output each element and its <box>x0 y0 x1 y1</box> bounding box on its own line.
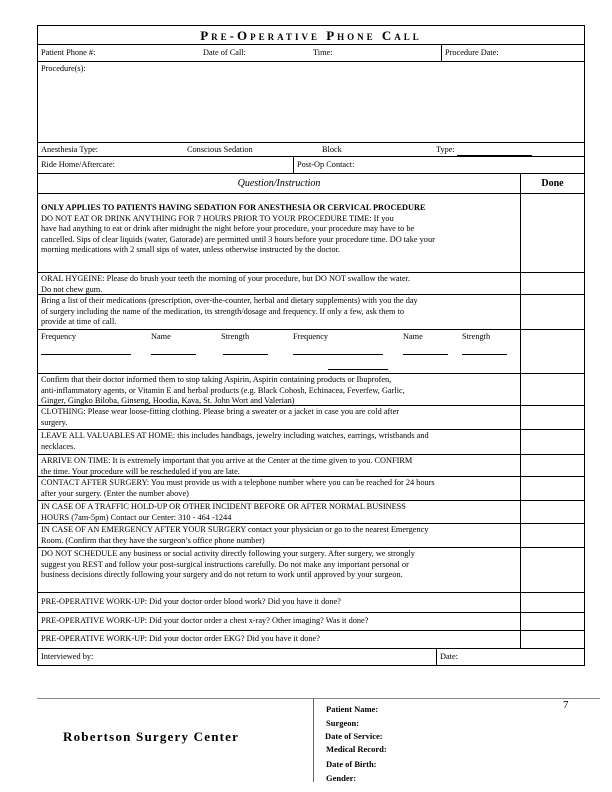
oral-hygiene-row <box>37 273 585 295</box>
table-header-row <box>37 174 585 194</box>
patient-name-label: Patient Name: <box>326 704 379 714</box>
blood-work-row <box>37 593 585 613</box>
anesthesia-row <box>37 143 585 157</box>
clothing-line: CLOTHING: Please wear loose-fitting clothing. Please bring a sweater or a jacket in case you are cold after <box>41 407 400 416</box>
surgeon-label: Surgeon: <box>326 718 360 728</box>
done-checkbox-cell[interactable] <box>520 295 584 329</box>
form-title-row <box>37 25 585 45</box>
ride-home-row <box>37 157 585 174</box>
schedule-line: DO NOT SCHEDULE any business or social activity directly following your surgery. After surgery, we strongly <box>41 549 415 558</box>
done-checkbox-cell[interactable] <box>520 501 584 523</box>
date-of-service-label: Date of Service: <box>325 731 383 741</box>
done-checkbox-cell[interactable] <box>520 631 584 648</box>
arrive-line: ARRIVE ON TIME: It is extremely important that you arrive at the Center at the time given to you. CONFIRM <box>41 456 413 465</box>
aspirin-line: Ginger, Gingko Biloba, Ginseng, Hoodia, Kava, St. John Wort and Valerian) <box>41 396 295 406</box>
arrive-row <box>37 455 585 477</box>
question-header: Question/Instruction <box>237 178 321 189</box>
procedures-row <box>37 62 585 143</box>
emergency-row <box>37 524 585 548</box>
medlist-line: Bring a list of their medications (prescription, over-the-counter, herbal and dietary supplements) with you the day <box>41 296 418 305</box>
sedation-row <box>37 194 585 273</box>
done-checkbox-cell[interactable] <box>520 406 584 429</box>
clothing-line: surgery. <box>41 417 68 427</box>
done-checkbox-cell[interactable] <box>520 273 584 294</box>
name-input[interactable] <box>403 346 448 355</box>
form-title: Pre-Operative Phone Call <box>200 28 422 43</box>
frequency-label: Frequency <box>293 332 329 341</box>
strength-label: Strength <box>462 332 491 341</box>
traffic-row <box>37 501 585 524</box>
done-checkbox-cell[interactable] <box>520 430 584 454</box>
medical-record-label: Medical Record: <box>326 744 387 754</box>
frequency-label: Frequency <box>41 332 77 341</box>
schedule-row <box>37 548 585 593</box>
interviewed-by-field[interactable]: Interviewed by: <box>41 652 94 661</box>
procedure-date-field[interactable]: Procedure Date: <box>445 48 499 57</box>
page-number: 7 <box>563 699 569 711</box>
frequency-input[interactable] <box>41 346 131 355</box>
sedation-line: DO NOT EAT OR DRINK ANYTHING FOR 7 HOURS PRIOR TO YOUR PROCEDURE TIME: If you <box>41 213 394 223</box>
footer-divider <box>37 698 600 699</box>
signoff-row <box>37 649 585 666</box>
type-field[interactable] <box>436 145 532 156</box>
type-input-line[interactable] <box>457 147 532 156</box>
anesthesia-type-label: Anesthesia Type: <box>41 145 99 154</box>
done-checkbox-cell[interactable] <box>520 613 584 630</box>
extra-input-line[interactable] <box>328 361 388 370</box>
done-checkbox-cell[interactable] <box>520 548 584 592</box>
strength-input[interactable] <box>462 346 507 355</box>
time-field[interactable]: Time: <box>313 48 333 57</box>
gender-label: Gender: <box>326 773 357 783</box>
contact-row <box>37 477 585 501</box>
medication-list-row <box>37 295 585 330</box>
done-checkbox-cell[interactable] <box>520 330 584 373</box>
clothing-row <box>37 406 585 430</box>
emergency-line: Room. (Confirm that they have the surgeon’s office phone number) <box>41 535 265 545</box>
done-checkbox-cell[interactable] <box>520 593 584 612</box>
valuables-line: LEAVE ALL VALUABLES AT HOME: this includes handbags, jewelry including watches, earrings, wristbands and <box>41 431 429 440</box>
call-info-row <box>37 45 585 62</box>
post-op-contact-field[interactable]: Post-Op Contact: <box>297 160 355 169</box>
ekg-question: PRE-OPERATIVE WORK-UP: Did your doctor order EKG? Did you have it done? <box>41 634 320 643</box>
done-checkbox-cell[interactable] <box>520 524 584 547</box>
aspirin-line: anti-inflammatory agents, or Vitamin E and herbal products (e.g. Black Cohosh, Echinacea, Feverfew, Garlic, <box>41 385 405 395</box>
medlist-line: provide at time of call. <box>41 317 117 327</box>
aspirin-line: Confirm that their doctor informed them to stop taking Aspirin, Aspirin containing products or Ibuprofen, <box>41 375 392 384</box>
strength-label: Strength <box>221 332 250 341</box>
medlist-line: of surgery including the name of the medication, its strength/dosage and frequency. If only a few, ask them to <box>41 306 405 316</box>
name-input[interactable] <box>151 346 196 355</box>
sedation-heading: ONLY APPLIES TO PATIENTS HAVING SEDATION FOR ANESTHESIA OR CERVICAL PROCEDURE <box>41 203 426 212</box>
done-checkbox-cell[interactable] <box>520 455 584 476</box>
sedation-line: cancelled. Sips of clear liquids (water, Gatorade) are permitted until 3 hours before your procedure time. DO take your <box>41 234 435 244</box>
contact-line: after your surgery. (Enter the number above) <box>41 488 189 498</box>
valuables-row <box>37 430 585 455</box>
type-label: Type: <box>436 145 455 154</box>
done-checkbox-cell[interactable] <box>520 194 584 272</box>
conscious-sedation-option[interactable]: Conscious Sedation <box>187 145 253 154</box>
date-of-call-field[interactable]: Date of Call: <box>203 48 246 57</box>
oral-line: Do not chew gum. <box>41 284 103 294</box>
name-label: Name <box>151 332 171 341</box>
date-of-birth-label: Date of Birth: <box>326 759 377 769</box>
traffic-line: IN CASE OF A TRAFFIC HOLD-UP OR OTHER INCIDENT BEFORE OR AFTER NORMAL BUSINESS <box>41 502 406 511</box>
schedule-line: suggest you REST and follow your post-surgical instructions carefully. Do not make any important personal or <box>41 559 409 569</box>
arrive-line: the time. Your procedure will be rescheduled if you are late. <box>41 466 240 476</box>
ride-home-field[interactable]: Ride Home/Aftercare: <box>41 160 115 169</box>
contact-line: CONTACT AFTER SURGERY: You must provide us with a telephone number where you can be reached for 24 hours <box>41 478 435 487</box>
sedation-line: have had anything to eat or drink after midnight the night before your procedure, your procedure may have to be <box>41 224 415 234</box>
xray-row <box>37 613 585 631</box>
schedule-line: business decisions directly following your surgery and do not return to work until approved by your surgeon. <box>41 570 403 580</box>
footer-vertical-divider <box>313 698 314 782</box>
traffic-line: HOURS (7am-5pm) Contact our Center: 310 - 464 -1244 <box>41 512 232 522</box>
valuables-line: necklaces. <box>41 441 76 451</box>
frequency-input[interactable] <box>293 346 383 355</box>
oral-line: ORAL HYGEINE: Please do brush your teeth the morning of your procedure, but DO NOT swallow the water. <box>41 274 410 283</box>
medication-entry-row <box>37 330 585 374</box>
patient-phone-field[interactable]: Patient Phone #: <box>41 48 96 57</box>
done-header: Done <box>520 174 584 193</box>
aspirin-row <box>37 374 585 406</box>
center-name: Robertson Surgery Center <box>63 729 240 744</box>
name-label: Name <box>403 332 423 341</box>
signoff-date-field[interactable]: Date: <box>436 649 584 665</box>
xray-question: PRE-OPERATIVE WORK-UP: Did your doctor order a chest x-ray? Other imaging? Was it done? <box>41 616 369 625</box>
ekg-row <box>37 631 585 649</box>
done-checkbox-cell[interactable] <box>520 374 584 405</box>
emergency-line: IN CASE OF AN EMERGENCY AFTER YOUR SURGERY contact your physician or go to the nearest Emergency <box>41 525 429 534</box>
procedures-field[interactable]: Procedure(s): <box>41 64 86 73</box>
blood-work-question: PRE-OPERATIVE WORK-UP: Did your doctor order blood work? Did you have it done? <box>41 597 341 606</box>
done-checkbox-cell[interactable] <box>520 477 584 500</box>
sedation-line: morning medications with 2 small sips of water, unless otherwise instructed by the doctor. <box>41 245 340 255</box>
block-option[interactable]: Block <box>322 145 342 154</box>
strength-input[interactable] <box>223 346 268 355</box>
